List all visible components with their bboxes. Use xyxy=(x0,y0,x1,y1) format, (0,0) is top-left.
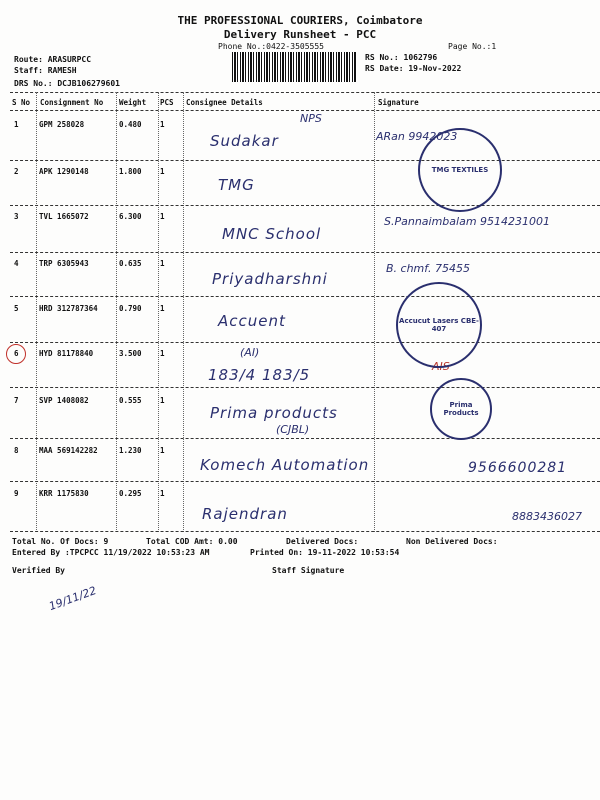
col-divider xyxy=(158,92,159,532)
row-6-note: (AI) xyxy=(240,346,260,359)
row-4-consignment: TRP 6305943 xyxy=(39,259,89,268)
row-9-pcs: 1 xyxy=(160,489,165,498)
row-5-pcs: 1 xyxy=(160,304,165,313)
row-9-signature: 8883436027 xyxy=(512,510,582,523)
drs-number: DRS No.: DCJB106279601 xyxy=(14,79,120,88)
page-number: Page No.:1 xyxy=(448,42,497,51)
row-1-signature: ARan 9942023 xyxy=(376,130,458,143)
phone-number: Phone No.:0422-3505555 xyxy=(218,42,324,51)
row-rule xyxy=(10,160,600,161)
header-rule xyxy=(10,110,600,111)
row-rule xyxy=(10,252,600,253)
row-2-pcs: 1 xyxy=(160,167,165,176)
tmg-stamp: TMG TEXTILES xyxy=(418,128,502,212)
row-4-weight: 0.635 xyxy=(119,259,142,268)
row-rule xyxy=(10,481,600,482)
row-3-pcs: 1 xyxy=(160,212,165,221)
row-2-consignment: APK 1290148 xyxy=(39,167,89,176)
staff: Staff: RAMESH xyxy=(14,66,77,75)
table-top-rule xyxy=(10,92,600,93)
row-6-sno: 6 xyxy=(14,349,19,358)
row-2-weight: 1.800 xyxy=(119,167,142,176)
row-rule xyxy=(10,342,600,343)
row-7-sno: 7 xyxy=(14,396,19,405)
row-3-signature: S.Pannaimbalam 9514231001 xyxy=(384,215,551,228)
row-6-consignee: 183/4 183/5 xyxy=(208,366,311,384)
printed-on: Printed On: 19-11-2022 10:53:54 xyxy=(250,548,400,557)
rs-number: RS No.: 1062796 xyxy=(365,53,438,62)
row-4-pcs: 1 xyxy=(160,259,165,268)
table-bottom-rule xyxy=(10,531,600,532)
col-divider xyxy=(36,92,37,532)
row-rule xyxy=(10,438,600,439)
barcode-image xyxy=(232,52,357,82)
row-1-sno: 1 xyxy=(14,120,19,129)
row-7-weight: 0.555 xyxy=(119,396,142,405)
row-9-weight: 0.295 xyxy=(119,489,142,498)
row-5-weight: 0.790 xyxy=(119,304,142,313)
row-9-consignment: KRR 1175830 xyxy=(39,489,89,498)
row-7-consignment: SVP 1408082 xyxy=(39,396,89,405)
row-7-note: (CJBL) xyxy=(276,423,310,436)
row-3-weight: 6.300 xyxy=(119,212,142,221)
company-title: THE PROFESSIONAL COURIERS, Coimbatore xyxy=(177,14,423,27)
verified-signature: 19/11/22 xyxy=(47,583,99,614)
row-5-consignment: HRD 312787364 xyxy=(39,304,98,313)
row-3-sno: 3 xyxy=(14,212,19,221)
staff-signature-label: Staff Signature xyxy=(272,566,345,575)
row-1-consignment: GPM 258028 xyxy=(39,120,85,129)
row-5-consignee: Accuent xyxy=(218,312,286,330)
row-5-sno: 5 xyxy=(14,304,19,313)
col-divider xyxy=(116,92,117,532)
route: Route: ARASURPCC xyxy=(14,55,92,64)
verified-by-label: Verified By xyxy=(12,566,65,575)
row-6-weight: 3.500 xyxy=(119,349,142,358)
prima-stamp: Prima Products xyxy=(430,378,492,440)
row-8-sno: 8 xyxy=(14,446,19,455)
row-4-consignee: Priyadharshni xyxy=(212,270,328,288)
sheet-title: Delivery Runsheet - PCC xyxy=(223,28,377,41)
row-6-consignment: HYD 81178840 xyxy=(39,349,94,358)
row-8-consignee: Komech Automation xyxy=(200,456,370,474)
col-header-consignment: Consignment No xyxy=(40,98,104,107)
col-header-weight: Weight xyxy=(119,98,147,107)
row-6-signature: AIS xyxy=(432,360,450,373)
delivered-docs: Delivered Docs: xyxy=(286,537,359,546)
col-header-sno: S No xyxy=(12,98,31,107)
row-1-consignee: Sudakar xyxy=(210,132,279,150)
col-divider xyxy=(183,92,184,532)
col-divider xyxy=(374,92,375,532)
row-9-consignee: Rajendran xyxy=(202,505,288,523)
total-cod: Total COD Amt: 0.00 xyxy=(146,537,238,546)
row-rule xyxy=(10,296,600,297)
row-4-sno: 4 xyxy=(14,259,19,268)
row-8-weight: 1.230 xyxy=(119,446,142,455)
entered-by: Entered By :TPCPCC 11/19/2022 10:53:23 AM xyxy=(12,548,210,557)
row-rule xyxy=(10,205,600,206)
row-9-sno: 9 xyxy=(14,489,19,498)
row-1-note: NPS xyxy=(300,112,322,125)
row-7-consignee: Prima products xyxy=(210,404,338,422)
row-2-consignee: TMG xyxy=(218,176,255,194)
rs-date: RS Date: 19-Nov-2022 xyxy=(365,64,462,73)
row-6-pcs: 1 xyxy=(160,349,165,358)
row-3-consignment: TVL 1665072 xyxy=(39,212,89,221)
row-7-pcs: 1 xyxy=(160,396,165,405)
row-8-signature: 9566600281 xyxy=(468,460,568,476)
row-1-weight: 0.480 xyxy=(119,120,142,129)
row-3-consignee: MNC School xyxy=(222,225,322,243)
non-delivered-docs: Non Delivered Docs: xyxy=(406,537,498,546)
row-4-signature: B. chmf. 75455 xyxy=(386,262,470,275)
row-8-pcs: 1 xyxy=(160,446,165,455)
total-docs: Total No. Of Docs: 9 xyxy=(12,537,109,546)
row-2-sno: 2 xyxy=(14,167,19,176)
col-header-consignee: Consignee Details xyxy=(186,98,263,107)
col-header-signature: Signature xyxy=(378,98,419,107)
row-8-consignment: MAA 569142282 xyxy=(39,446,98,455)
row-rule xyxy=(10,387,600,388)
row-1-pcs: 1 xyxy=(160,120,165,129)
col-header-pcs: PCS xyxy=(160,98,174,107)
accucut-stamp: Accucut Lasers CBE-407 xyxy=(396,282,482,368)
